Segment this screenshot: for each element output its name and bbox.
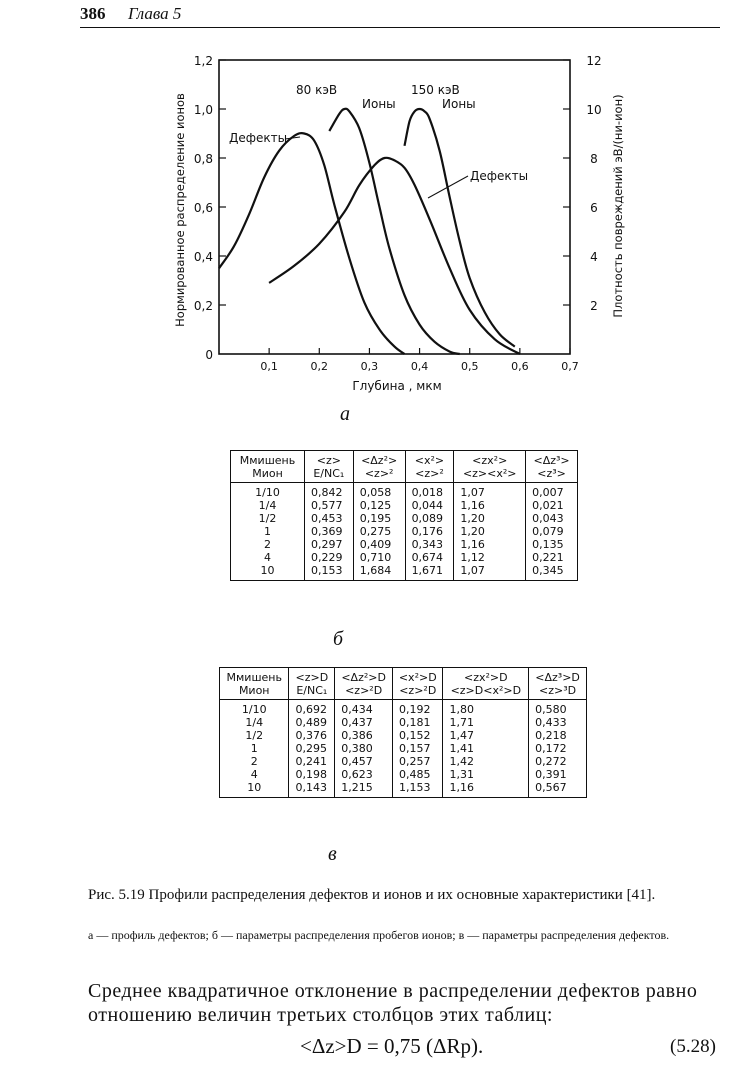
subfigure-label-b: б — [333, 628, 344, 650]
table-row — [231, 564, 578, 581]
table2-cell: 0,489 — [289, 716, 335, 729]
y-tick-label: 1,0 — [193, 103, 213, 117]
x-axis-label: Глубина , мкм — [352, 379, 442, 393]
series-line-0 — [219, 133, 405, 354]
table2-cell: 0,692 — [289, 700, 335, 717]
y-tick-label: 0,2 — [193, 299, 213, 313]
table2-cell: 0,272 — [529, 755, 587, 768]
table1-header-bottom-4: <z><x²> — [454, 467, 526, 483]
defect-parameters-table — [219, 667, 587, 798]
table-row — [231, 512, 578, 525]
table1-cell: 0,125 — [353, 499, 405, 512]
table-row — [231, 538, 578, 551]
annotation-80kev: 80 кэВ — [296, 83, 338, 97]
y2-tick-label: 4 — [590, 250, 598, 264]
table2-cell: 0,257 — [393, 755, 443, 768]
table1-header-top-0: Mмишень — [231, 451, 305, 468]
table2-cell: 1,71 — [443, 716, 529, 729]
annotation-150kev: 150 кэВ — [411, 83, 460, 97]
table1-header-top-1: <z> — [304, 451, 353, 468]
x-tick-label: 0,7 — [561, 360, 579, 373]
series-line-1 — [329, 109, 459, 354]
table1-cell: 1/4 — [231, 499, 305, 512]
table2-cell: 1/2 — [220, 729, 289, 742]
table1-cell: 0,089 — [405, 512, 454, 525]
table2-header-bottom-1: E/NC₁ — [289, 684, 335, 700]
table1-cell: 1,16 — [454, 538, 526, 551]
table1-cell: 0,842 — [304, 483, 353, 500]
table2-header-top-2: <Δz²>D — [335, 668, 393, 685]
leader-defects-150 — [428, 176, 468, 198]
y2-tick-label: 10 — [586, 103, 602, 117]
table1-cell: 1,07 — [454, 564, 526, 581]
y-tick-label: 0 — [205, 348, 213, 362]
table2-header-bottom-3: <z>²D — [393, 684, 443, 700]
table2-header-top-4: <zx²>D — [443, 668, 529, 685]
y-axis-label: Нормированное распределение ионов — [173, 93, 187, 327]
figure-caption: Рис. 5.19 Профили распределения дефектов и ионов и их основные характеристики [41]. — [88, 887, 656, 903]
y2-tick-label: 8 — [590, 152, 598, 166]
table-row — [220, 755, 587, 768]
annotation-ions-80: Ионы — [362, 97, 396, 111]
table2-cell: 1,215 — [335, 781, 393, 798]
table1-cell: 10 — [231, 564, 305, 581]
table2-cell: 10 — [220, 781, 289, 798]
table2-cell: 1/10 — [220, 700, 289, 717]
table2-cell: 0,198 — [289, 768, 335, 781]
table2-cell: 0,380 — [335, 742, 393, 755]
page-number: 386 — [80, 4, 106, 23]
table2-cell: 1,153 — [393, 781, 443, 798]
table1-header-top-3: <x²> — [405, 451, 454, 468]
table1-cell: 0,275 — [353, 525, 405, 538]
table1-cell: 0,343 — [405, 538, 454, 551]
table2-header-top-1: <z>D — [289, 668, 335, 685]
table1-cell: 1/10 — [231, 483, 305, 500]
table1-cell: 4 — [231, 551, 305, 564]
table2-cell: 0,152 — [393, 729, 443, 742]
table2-cell: 0,433 — [529, 716, 587, 729]
table-row — [220, 700, 587, 717]
table1-header-bottom-5: <z³> — [526, 467, 578, 483]
table2-cell: 1,47 — [443, 729, 529, 742]
table1-cell: 0,058 — [353, 483, 405, 500]
table1-header-bottom-2: <z>² — [353, 467, 405, 483]
table2-cell: 4 — [220, 768, 289, 781]
table2-cell: 0,376 — [289, 729, 335, 742]
range-parameters-table — [230, 450, 578, 581]
table2-header-top-0: Mмишень — [220, 668, 289, 685]
figure-caption-notes: а — профиль дефектов; б — параметры распределения пробегов ионов; в — параметры распределения дефектов. — [88, 928, 670, 942]
table1-cell: 1,12 — [454, 551, 526, 564]
table-row — [220, 716, 587, 729]
equation-number: (5.28) — [670, 1036, 716, 1057]
table2-header-top-3: <x²>D — [393, 668, 443, 685]
chapter-title: Глава 5 — [128, 4, 182, 23]
series-line-3 — [269, 158, 520, 354]
table2-header-bottom-2: <z>²D — [335, 684, 393, 700]
table1-header-bottom-0: Mион — [231, 467, 305, 483]
table1-cell: 1,20 — [454, 512, 526, 525]
table-row — [220, 768, 587, 781]
table1-cell: 0,176 — [405, 525, 454, 538]
chart-curves — [219, 109, 520, 354]
table2-cell: 0,192 — [393, 700, 443, 717]
table1-cell: 1,16 — [454, 499, 526, 512]
table1-header-top-2: <Δz²> — [353, 451, 405, 468]
table2-cell: 1,42 — [443, 755, 529, 768]
table1-cell: 0,079 — [526, 525, 578, 538]
table2-header-top-5: <Δz³>D — [529, 668, 587, 685]
table1-cell: 1,684 — [353, 564, 405, 581]
equation: <Δz>D = 0,75 (ΔRp). — [300, 1034, 484, 1058]
y2-tick-label: 12 — [586, 54, 602, 68]
x-tick-label: 0,1 — [260, 360, 278, 373]
subfigure-label-c: в — [328, 843, 337, 865]
x-tick-label: 0,6 — [511, 360, 529, 373]
subfigure-label-a: а — [340, 403, 350, 420]
table1-header-top-4: <zx²> — [454, 451, 526, 468]
annotation-defects-80: Дефекты — [229, 131, 288, 145]
table1-cell: 0,044 — [405, 499, 454, 512]
y2-tick-label: 6 — [590, 201, 598, 215]
table1-cell: 0,577 — [304, 499, 353, 512]
table1-cell: 0,229 — [304, 551, 353, 564]
table1-cell: 0,453 — [304, 512, 353, 525]
y-tick-label: 0,4 — [193, 250, 213, 264]
table2-cell: 0,218 — [529, 729, 587, 742]
table2-cell: 0,623 — [335, 768, 393, 781]
table1-cell: 1/2 — [231, 512, 305, 525]
table2-cell: 0,172 — [529, 742, 587, 755]
y2-tick-label: 2 — [590, 299, 598, 313]
table2-cell: 0,241 — [289, 755, 335, 768]
table-row — [220, 742, 587, 755]
body-paragraph: Среднее квадратичное отклонение в распределении дефектов равно отношению величин третьих столбцов этих таблиц: — [88, 980, 698, 1026]
table1-cell: 0,710 — [353, 551, 405, 564]
table2-cell: 1 — [220, 742, 289, 755]
table2-cell: 0,391 — [529, 768, 587, 781]
table1-cell: 0,135 — [526, 538, 578, 551]
y-tick-label: 0,8 — [193, 152, 213, 166]
table1-cell: 0,018 — [405, 483, 454, 500]
table-row — [231, 551, 578, 564]
table2-cell: 1,31 — [443, 768, 529, 781]
table1-cell: 0,021 — [526, 499, 578, 512]
annotation-defects-150: Дефекты — [470, 169, 529, 183]
table-row — [220, 781, 587, 798]
annotation-ions-150: Ионы — [442, 97, 476, 111]
table1-cell: 0,674 — [405, 551, 454, 564]
table2-cell: 0,143 — [289, 781, 335, 798]
table2-cell: 1,16 — [443, 781, 529, 798]
table1-cell: 0,409 — [353, 538, 405, 551]
table2-cell: 1,41 — [443, 742, 529, 755]
table1-cell: 0,043 — [526, 512, 578, 525]
table2-cell: 0,567 — [529, 781, 587, 798]
table2-cell: 0,157 — [393, 742, 443, 755]
table2-cell: 0,580 — [529, 700, 587, 717]
y-tick-label: 0,6 — [193, 201, 213, 215]
table1-cell: 2 — [231, 538, 305, 551]
table1-cell: 0,195 — [353, 512, 405, 525]
table2-header-bottom-4: <z>D<x²>D — [443, 684, 529, 700]
y2-axis-label: Плотность повреждений эВ/(ни-ион) — [611, 94, 625, 318]
table1-header-top-5: <Δz³> — [526, 451, 578, 468]
table2-cell: 0,434 — [335, 700, 393, 717]
table2-header-bottom-0: Mион — [220, 684, 289, 700]
table-row — [220, 729, 587, 742]
x-tick-label: 0,4 — [410, 360, 429, 373]
x-tick-label: 0,5 — [460, 360, 479, 373]
table2-cell: 2 — [220, 755, 289, 768]
series-line-2 — [405, 109, 515, 347]
table2-cell: 1,80 — [443, 700, 529, 717]
table1-cell: 0,221 — [526, 551, 578, 564]
table2-cell: 0,437 — [335, 716, 393, 729]
depth-profile-chart — [0, 0, 742, 420]
table2-header-bottom-5: <z>³D — [529, 684, 587, 700]
table1-cell: 0,369 — [304, 525, 353, 538]
table2-cell: 1/4 — [220, 716, 289, 729]
table2-cell: 0,485 — [393, 768, 443, 781]
table-row — [231, 525, 578, 538]
table1-header-bottom-3: <z>² — [405, 467, 454, 483]
table1-cell: 0,007 — [526, 483, 578, 500]
y-tick-label: 1,2 — [193, 54, 213, 68]
table1-cell: 1,20 — [454, 525, 526, 538]
chart-ticks — [194, 54, 602, 373]
table1-cell: 1 — [231, 525, 305, 538]
x-tick-label: 0,2 — [310, 360, 329, 373]
x-tick-label: 0,3 — [360, 360, 379, 373]
table2-cell: 0,295 — [289, 742, 335, 755]
table-row — [231, 483, 578, 500]
table2-cell: 0,386 — [335, 729, 393, 742]
table1-cell: 1,671 — [405, 564, 454, 581]
table1-header-bottom-1: E/NC₁ — [304, 467, 353, 483]
table2-cell: 0,181 — [393, 716, 443, 729]
table1-cell: 0,345 — [526, 564, 578, 581]
table-row — [231, 499, 578, 512]
table1-cell: 0,297 — [304, 538, 353, 551]
table1-cell: 1,07 — [454, 483, 526, 500]
table1-cell: 0,153 — [304, 564, 353, 581]
table2-cell: 0,457 — [335, 755, 393, 768]
